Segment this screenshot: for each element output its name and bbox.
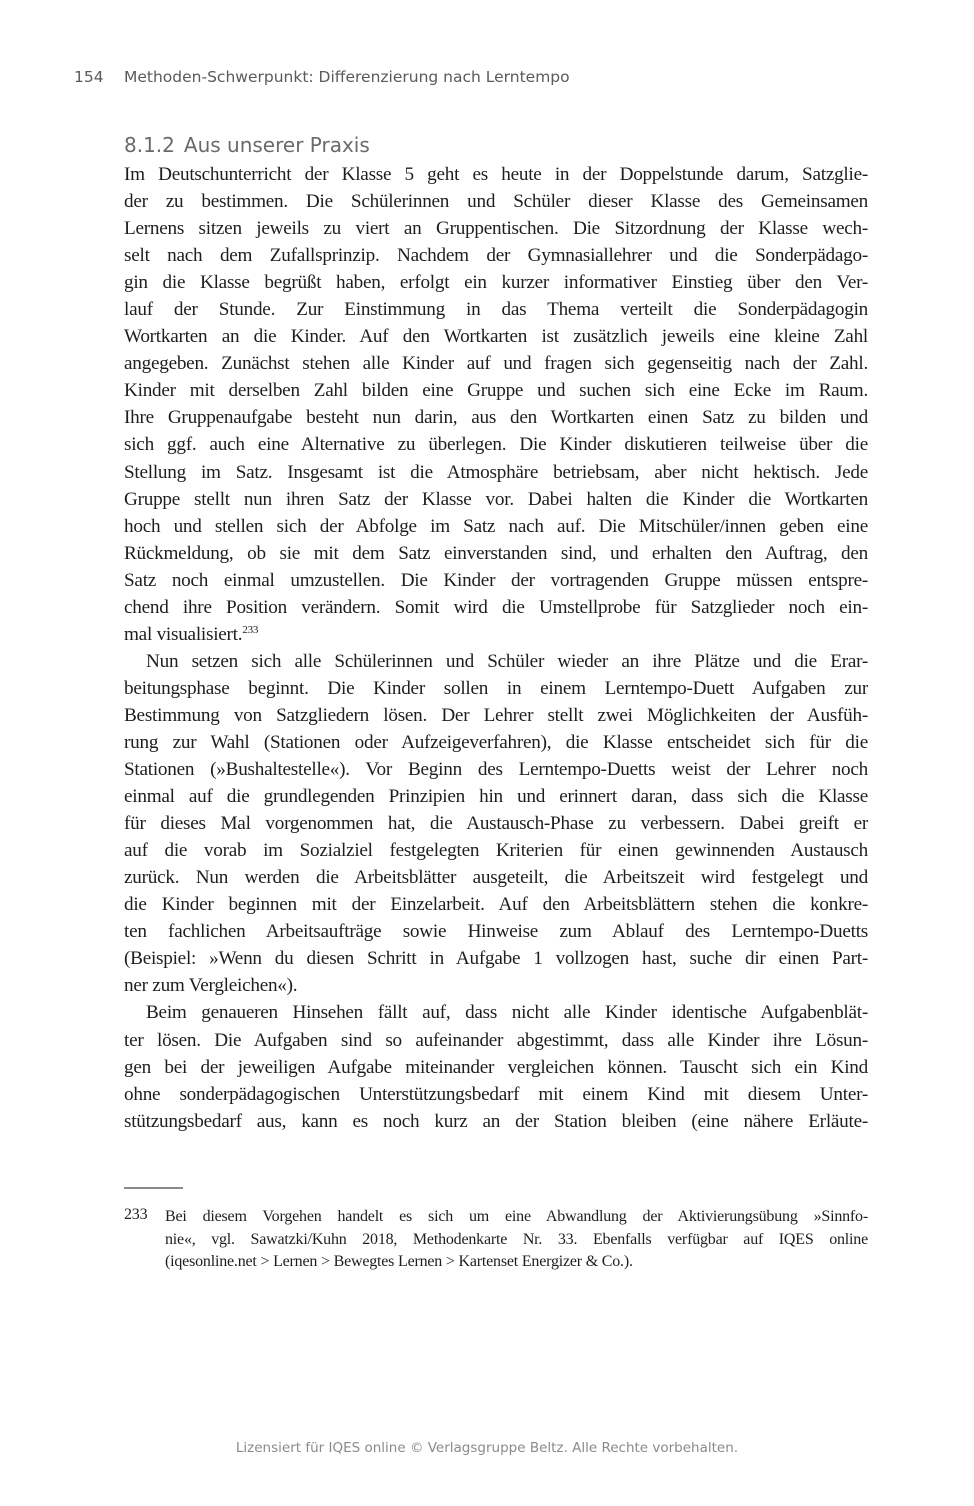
paragraph [124,648,868,1000]
text-line: (Beispiel: »Wenn du diesen Schritt in Aufgabe 1 vollzogen hast, suche dir einen Part- [124,948,868,970]
text-line: Nun setzen sich alle Schülerinnen und Schüler wieder an ihre Plätze und die Erar- [146,650,868,672]
text-line: Gruppe stellt nun ihren Satz der Klasse vor. Dabei halten die Kinder die Wortkarten [124,488,868,510]
paragraph [124,161,868,648]
text-line [124,621,868,648]
text-line: Im Deutschunterricht der Klasse 5 geht es heute in der Doppelstunde darum, Satzglie- [124,164,868,185]
section-number: 8.1.2 [124,133,175,157]
footnote-line: (iqesonline.net > Lernen > Bewegtes Lernen > Kartenset Energizer & Co.). [165,1253,633,1270]
footnote-text [165,1206,868,1274]
footnote-line: Bei diesem Vorgehen handelt es sich um eine Abwandlung der Aktivierungsübung »Sinnfo- [165,1208,868,1225]
text-line: angegeben. Zunächst stehen alle Kinder auf und fragen sich gegenseitig nach der Zahl. [124,353,868,375]
text-line: beitungsphase beginnt. Die Kinder sollen in einem Lerntempo-Duett Aufgaben zur [124,677,868,699]
text-line: Bestimmung von Satzgliedern lösen. Der Lehrer stellt zwei Möglichkeiten der Ausfüh- [124,704,868,726]
license-notice: Lizensiert für IQES online © Verlagsgruppe Beltz. Alle Rechte vorbehalten. [235,1440,739,1456]
body-text [124,161,868,1135]
text-line: selt nach dem Zufallsprinzip. Nachdem der Gymnasiallehrer und die Sonderpädago- [124,245,868,267]
text-line: ten fachlichen Arbeitsaufträge sowie Hinweise zum Ablauf des Lerntempo-Duetts [124,921,868,943]
text-line: ner zum Vergleichen«). [124,975,298,997]
text-line-content: mal visualisiert. [124,623,243,645]
footnote-number: 233 [124,1206,148,1223]
text-line: Rückmeldung, ob sie mit dem Satz einverstanden sind, und erhalten den Auftrag, den [124,542,868,564]
footnote-separator [124,1187,183,1189]
text-line: Wortkarten an die Kinder. Auf den Wortkarten ist zusätzlich jeweils eine kleine Zahl [124,326,868,348]
footnote-reference[interactable]: 233 [242,623,259,636]
text-line: sich ggf. auch eine Alternative zu überlegen. Die Kinder diskutieren teilweise über die [124,434,868,456]
text-line: rung zur Wahl (Stationen oder Aufzeigeverfahren), die Klasse entscheidet sich für die [124,731,868,753]
running-title: Methoden-Schwerpunkt: Differenzierung nach Lerntempo [124,68,570,86]
text-line: ohne sonderpädagogischen Unterstützungsbedarf mit einem Kind mit diesem Unter- [124,1083,868,1105]
text-line: der zu bestimmen. Die Schülerinnen und Schüler dieser Klasse des Gemeinsamen [124,191,868,213]
text-line: Stellung im Satz. Insgesamt ist die Atmosphäre betriebsam, aber nicht hektisch. Jede [124,461,868,483]
text-line: gin die Klasse begrüßt haben, erfolgt ein kurzer informativer Einstieg über den Ver- [124,272,868,294]
text-line: ter lösen. Die Aufgaben sind so aufeinander abgestimmt, dass alle Kinder ihre Lösun- [124,1029,868,1051]
text-line: Lernens sitzen jeweils zu viert an Gruppentischen. Die Sitzordnung der Klasse wech- [124,218,868,240]
text-line: hoch und stellen sich der Abfolge im Satz nach auf. Die Mitschüler/innen geben eine [124,515,868,537]
text-line: die Kinder beginnen mit der Einzelarbeit. Auf den Arbeitsblättern stehen die konkre- [124,894,868,916]
footnote-line: nie«, vgl. Sawatzki/Kuhn 2018, Methodenkarte Nr. 33. Ebenfalls verfügbar auf IQES online [165,1230,868,1248]
text-line: Kinder mit derselben Zahl bilden eine Gruppe und suchen sich eine Ecke im Raum. [124,380,868,402]
text-line: zurück. Nun werden die Arbeitsblätter ausgeteilt, die Arbeitszeit wird festgelegt und [124,867,868,889]
text-line: für dieses Mal vorgenommen hat, die Austausch-Phase zu verbessern. Dabei greift er [124,813,868,835]
text-line: Stationen (»Bushaltestelle«). Vor Beginn des Lerntempo-Duetts weist der Lehrer noch [124,759,868,781]
section-heading [124,133,370,157]
text-line: lauf der Stunde. Zur Einstimmung in das Thema verteilt die Sonderpädagogin [124,299,868,321]
text-line: stützungsbedarf aus, kann es noch kurz an der Station bleiben (eine nähere Erläute- [124,1110,868,1132]
text-line: Ihre Gruppenaufgabe besteht nun darin, aus den Wortkarten einen Satz zu bilden und [124,407,868,429]
text-line: auf die vorab im Sozialziel festgelegten Kriterien für einen gewinnenden Austausch [124,840,868,862]
text-line: einmal auf die grundlegenden Prinzipien hin und erinnert daran, dass sich die Klasse [124,786,868,808]
text-line: Satz noch einmal umzustellen. Die Kinder der vortragenden Gruppe müssen entspre- [124,569,868,591]
section-title: Aus unserer Praxis [183,133,370,157]
paragraph [124,999,868,1134]
text-line: Beim genaueren Hinsehen fällt auf, dass nicht alle Kinder identische Aufgabenblät- [146,1002,868,1024]
running-head [0,68,974,92]
page-number: 154 [74,68,104,86]
text-line: gen bei der jeweiligen Aufgabe miteinander vergleichen können. Tauscht sich ein Kind [124,1056,868,1078]
text-line: chend ihre Position verändern. Somit wird die Umstellprobe für Satzglieder noch ein- [124,596,868,618]
